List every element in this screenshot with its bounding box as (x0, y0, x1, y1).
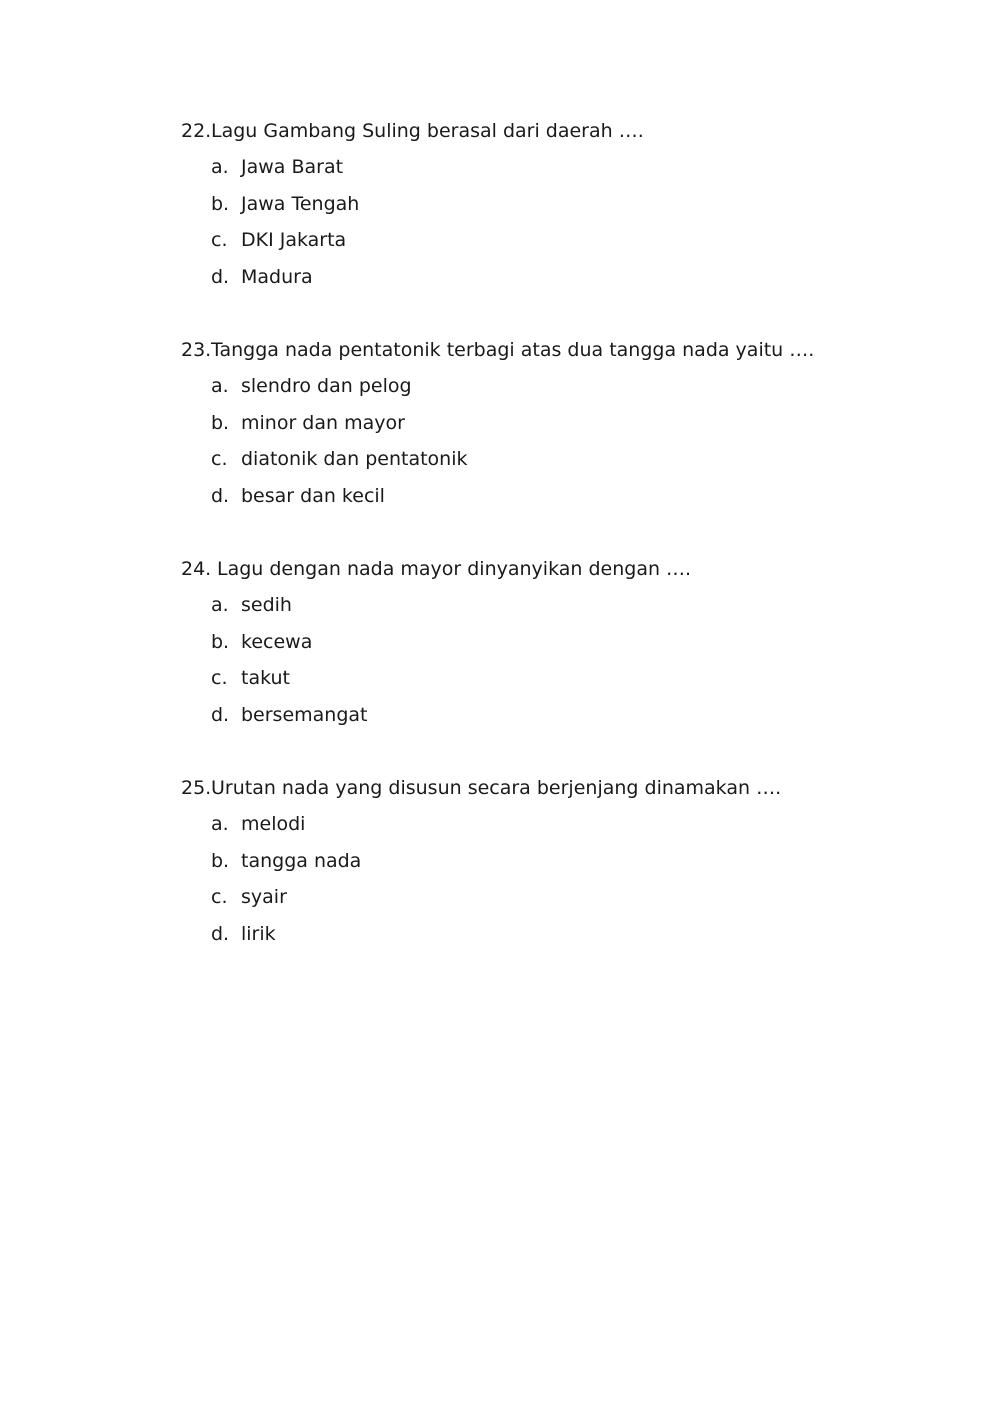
option-letter: a. (211, 813, 229, 835)
option-letter: c. (211, 667, 228, 689)
answer-option-a[interactable] (181, 149, 941, 186)
answer-option-c[interactable] (181, 660, 941, 697)
answer-option-a[interactable] (181, 368, 941, 405)
answer-options (181, 149, 941, 295)
answer-options (181, 368, 941, 514)
question-number: 24. (181, 558, 212, 580)
option-letter: d. (211, 703, 230, 726)
answer-option-b[interactable] (181, 405, 941, 442)
option-text: lirik (241, 922, 276, 945)
answer-option-d[interactable] (181, 259, 941, 296)
answer-option-d[interactable] (181, 478, 941, 515)
option-text: kecewa (241, 630, 313, 653)
option-letter: c. (211, 229, 228, 251)
answer-option-b[interactable] (181, 624, 941, 661)
option-letter: d. (211, 484, 230, 507)
answer-option-d[interactable] (181, 916, 941, 953)
option-letter: d. (211, 922, 230, 945)
answer-options (181, 806, 941, 952)
option-letter: a. (211, 156, 229, 178)
question-number: 25. (181, 777, 212, 799)
question-stem (181, 332, 941, 368)
option-letter: b. (211, 630, 230, 653)
question-stem (181, 551, 941, 587)
option-letter: c. (211, 886, 228, 908)
option-text: tangga nada (241, 849, 362, 872)
option-letter: b. (211, 849, 230, 872)
answer-option-a[interactable] (181, 806, 941, 843)
question-number: 23. (181, 339, 212, 361)
option-text: Jawa Barat (241, 156, 344, 178)
option-text: DKI Jakarta (241, 229, 347, 251)
option-text: besar dan kecil (241, 484, 385, 507)
question-text: Urutan nada yang disusun secara berjenjang dinamakan …. (211, 777, 782, 799)
answer-option-c[interactable] (181, 441, 941, 478)
option-text: takut (241, 667, 291, 689)
answer-option-b[interactable] (181, 843, 941, 880)
option-text: Jawa Tengah (241, 192, 360, 215)
option-text: sedih (241, 594, 292, 616)
question-text: Lagu Gambang Suling berasal dari daerah …. (211, 120, 644, 142)
option-letter: b. (211, 192, 230, 215)
option-letter: c. (211, 448, 228, 470)
option-letter: a. (211, 594, 229, 616)
option-text: melodi (241, 813, 306, 835)
option-text: minor dan mayor (241, 411, 405, 434)
answer-option-c[interactable] (181, 879, 941, 916)
option-text: slendro dan pelog (241, 375, 412, 397)
option-letter: b. (211, 411, 230, 434)
question-text: Lagu dengan nada mayor dinyanyikan dengan …. (217, 558, 692, 580)
answer-option-b[interactable] (181, 186, 941, 223)
option-letter: a. (211, 375, 229, 397)
question-stem (181, 770, 941, 806)
question-text: Tangga nada pentatonik terbagi atas dua tangga nada yaitu …. (211, 339, 815, 361)
question-22 (181, 113, 941, 295)
option-text: diatonik dan pentatonik (241, 448, 468, 470)
option-text: Madura (241, 265, 313, 288)
answer-options (181, 587, 941, 733)
answer-option-d[interactable] (181, 697, 941, 734)
question-stem (181, 113, 941, 149)
answer-option-a[interactable] (181, 587, 941, 624)
answer-option-c[interactable] (181, 222, 941, 259)
question-25 (181, 770, 941, 952)
option-text: syair (241, 886, 287, 908)
option-text: bersemangat (241, 703, 368, 726)
option-letter: d. (211, 265, 230, 288)
question-23 (181, 332, 941, 514)
question-number: 22. (181, 120, 212, 142)
question-24 (181, 551, 941, 733)
